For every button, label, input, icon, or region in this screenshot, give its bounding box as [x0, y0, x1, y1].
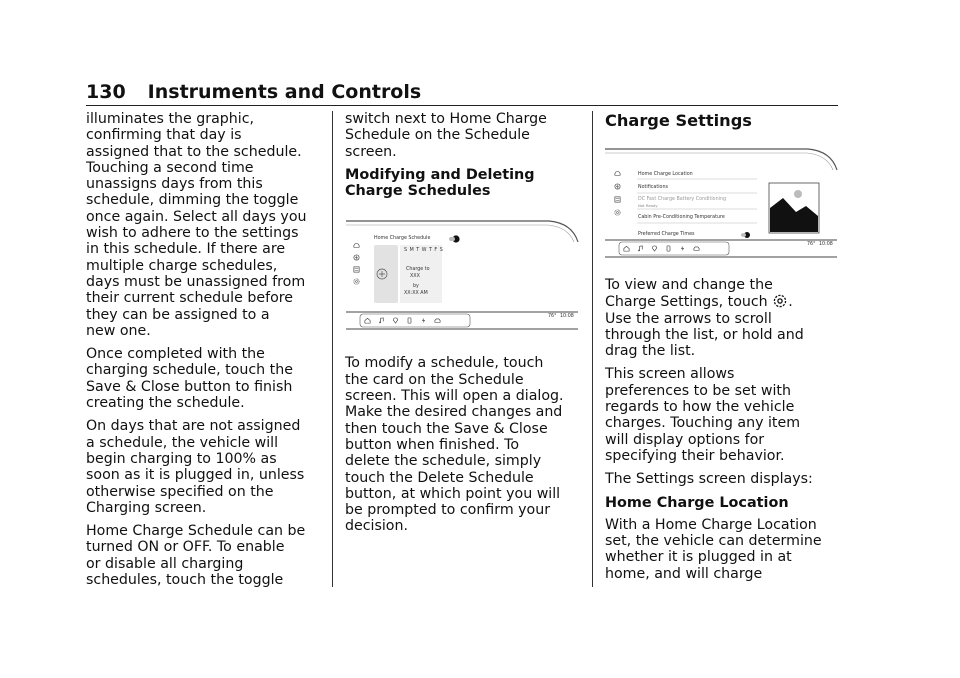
paragraph: Once completed with the charging schedule, touch the Save & Close button to finish creating the schedule.: [86, 346, 293, 412]
map-pin-icon: [651, 245, 658, 252]
status-time: 10:08: [819, 242, 833, 247]
page-header: [86, 80, 838, 106]
settings-item[interactable]: Preferred Charge Times: [638, 232, 695, 237]
charge-icon: [614, 183, 621, 190]
car-icon: [353, 242, 360, 249]
settings-item-status: Not Ready: [638, 203, 658, 208]
home-icon: [623, 245, 630, 252]
column-1: [86, 111, 324, 595]
status-temp: 76°: [807, 242, 816, 247]
schedule-icon: [614, 196, 621, 203]
weekday-row: S M T W T F S: [404, 248, 444, 253]
paragraph: With a Home Charge Location set, the vehicle can determine whether it is plugged in at home, and will charge: [605, 516, 822, 582]
screen-title: Home Charge Schedule: [374, 236, 431, 241]
charge-to-label: Charge to: [406, 267, 430, 272]
section-title: Instruments and Controls: [147, 81, 422, 103]
vehicle-icon: [693, 245, 700, 252]
energy-icon: [679, 245, 686, 252]
car-icon: [614, 170, 621, 177]
settings-item[interactable]: DC Fast Charge Battery Conditioning: [638, 197, 727, 202]
status-temp: 76°: [548, 314, 557, 319]
by-label: by: [413, 284, 419, 289]
schedule-icon: [353, 266, 360, 273]
map-pin-icon: [392, 317, 399, 324]
energy-icon: [420, 317, 427, 324]
schedule-screen-figure: [344, 218, 582, 330]
settings-item[interactable]: Home Charge Location: [638, 172, 693, 177]
paragraph: To modify a schedule, touch the card on the Schedule screen. This will open a dialog. Make the desired changes and then touch the Save & Close button when finished. To delete the schedule, simply touch the Delete Schedule button, at which point you will be prompted to confirm your decision.: [345, 355, 564, 535]
charge-to-value: XXX: [410, 274, 420, 279]
settings-item[interactable]: Cabin Pre-Conditioning Temperature: [638, 215, 725, 220]
subheading-home-charge-location: Home Charge Location: [605, 494, 789, 511]
phone-icon: [406, 317, 413, 324]
page-number: 130: [86, 81, 126, 103]
vehicle-icon: [434, 317, 441, 324]
settings-icon: [614, 209, 621, 216]
settings-item[interactable]: Notifications: [638, 185, 669, 190]
paragraph: On days that are not assigned a schedule, the vehicle will begin charging to 100% as soon as it is plugged in, unless otherwise specified on the Charging screen.: [86, 418, 305, 516]
gear-icon: [772, 293, 788, 309]
heading-charge-settings: Charge Settings: [605, 111, 752, 130]
paragraph: Home Charge Schedule can be turned ON or OFF. To enable or disable all charging schedules, touch the toggle: [86, 523, 306, 589]
music-icon: [637, 245, 644, 252]
subheading-modifying: Modifying and Deleting Charge Schedules: [345, 166, 535, 200]
home-icon: [364, 317, 371, 324]
paragraph: To view and change the Charge Settings, touch . Use the arrows to scroll through the list, or hold and drag the list.: [605, 277, 804, 360]
charge-icon: [353, 254, 360, 261]
column-divider-2: [592, 111, 593, 587]
by-value: XX:XX AM: [404, 291, 428, 296]
status-time: 10:08: [560, 314, 574, 319]
settings-icon: [353, 278, 360, 285]
schedule-screen-frame: [344, 218, 582, 330]
paragraph: illuminates the graphic, confirming that day is assigned that to the schedule. Touching a second time unassigns days from this schedule, dimming the toggle once again. Select all days you wish to adhere to the settings in this schedule. If there are multiple charge schedules, days must be unassigned from their current schedule before they can be assigned to a new one.: [86, 111, 307, 339]
paragraph: This screen allows preferences to be set with regards to how the vehicle charges. Touching any item will display options for specifying their behavior.: [605, 366, 801, 464]
paragraph: switch next to Home Charge Schedule on the Schedule screen.: [345, 111, 547, 160]
paragraph: The Settings screen displays:: [605, 471, 813, 488]
phone-icon: [665, 245, 672, 252]
music-icon: [378, 317, 385, 324]
column-divider-1: [332, 111, 333, 587]
settings-screen-figure: [603, 146, 841, 258]
